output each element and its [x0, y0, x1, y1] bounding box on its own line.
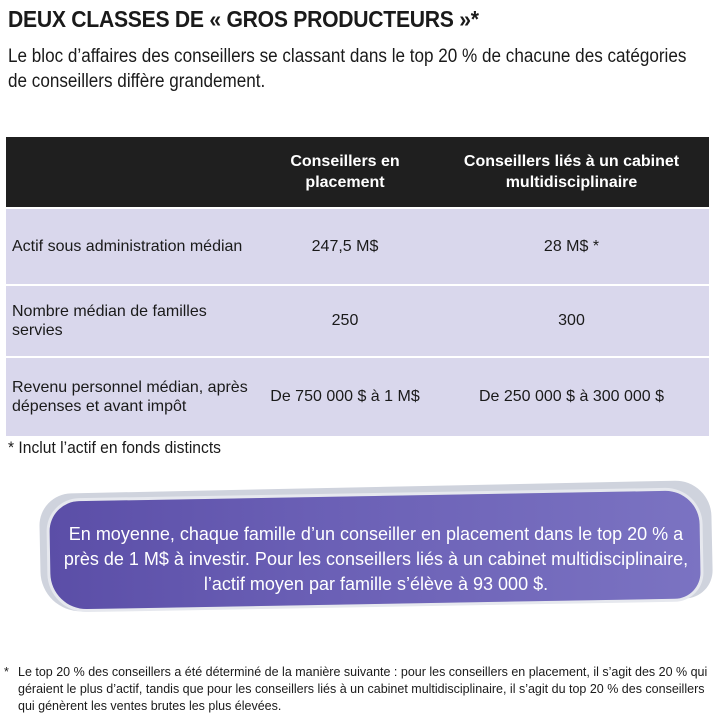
row-value-multidisciplinary: 300	[558, 312, 585, 329]
header-investment-advisors: Conseillers en placement	[290, 153, 400, 191]
table-header	[6, 137, 709, 207]
comparison-table	[6, 137, 709, 436]
table-row	[6, 356, 709, 436]
subtitle: Le bloc d’affaires des conseillers se classant dans le top 20 % de chacune des catégories de conseillers diffère grandement.	[8, 46, 687, 92]
footnote-marker: *	[4, 665, 9, 679]
row-value-multidisciplinary: De 250 000 $ à 300 000 $	[478, 388, 665, 405]
callout-text: En moyenne, chaque famille d’un conseiller en placement dans le top 20 % a près de 1 M$ à investir. Pour les conseillers liés à un cabinet multidisciplinaire, l’actif moyen par famille s’élève à 93 000 $.	[63, 524, 689, 594]
row-value-investment: 247,5 M$	[311, 237, 379, 255]
row-value-multidisciplinary: 28 M$ *	[543, 237, 600, 255]
table-row	[6, 284, 709, 356]
asset-footnote: * Inclut l’actif en fonds distincts	[8, 438, 221, 457]
row-value-investment: De 750 000 $ à 1 M$	[270, 388, 420, 405]
method-footnote	[4, 664, 720, 715]
row-label: Actif sous administration médian	[12, 238, 243, 255]
page-title: DEUX CLASSES DE « GROS PRODUCTEURS »*	[8, 6, 479, 32]
footnote-text: Le top 20 % des conseillers a été déterminé de la manière suivante : pour les conseillers en placement, il s’agit des 20 % qui géraient le plus d’actif, tandis que pour les conseillers liés à un cabinet multidisciplinaire, il s’agit du top 20 % des conseillers qui génèrent les ventes brutes les plus élevées.	[18, 665, 708, 713]
header-multidisciplinary-advisors: Conseillers liés à un cabinet multidisciplinaire	[463, 153, 680, 191]
table-row	[6, 207, 709, 284]
row-label: Revenu personnel médian, après dépenses et avant impôt	[12, 379, 248, 415]
row-label: Nombre médian de familles servies	[12, 303, 207, 339]
row-value-investment: 250	[331, 312, 359, 329]
